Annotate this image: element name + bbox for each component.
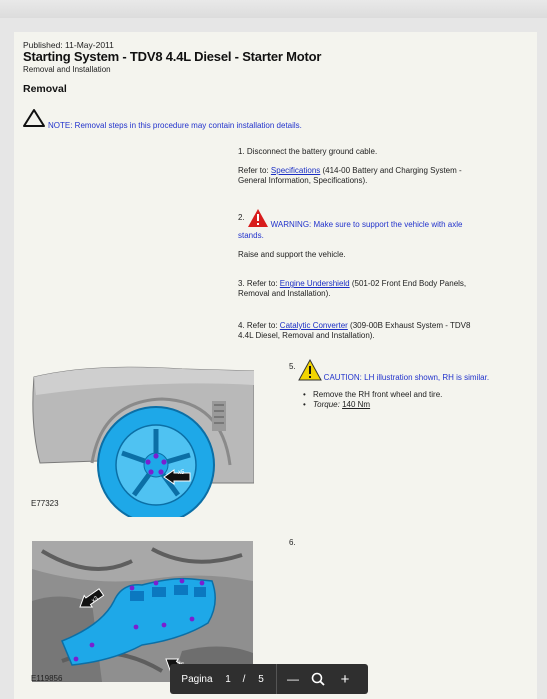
step-1-text: 1. Disconnect the battery ground cable. xyxy=(238,147,378,156)
zoom-out-button[interactable]: — xyxy=(287,672,299,686)
document-page xyxy=(14,32,537,699)
step-2-warning-row xyxy=(238,208,462,231)
engine-undershield-link[interactable]: Engine Undershield xyxy=(279,279,350,288)
page-subtitle: Removal and Installation xyxy=(23,65,111,74)
published-date: Published: 11-May-2011 xyxy=(23,40,114,50)
page-navigation-toolbar xyxy=(170,664,368,694)
figure-2-label: E119856 xyxy=(31,674,63,683)
step-4-suffix-2: 4.4L Diesel, Removal and Installation). xyxy=(238,331,375,340)
step-1-refer-suffix-2: General Information, Specifications). xyxy=(238,176,368,185)
step-1-refer-suffix: (414-00 Battery and Charging System - xyxy=(320,166,462,175)
figure-front-wheel xyxy=(32,365,254,517)
step-4-suffix: (309-00B Exhaust System - TDV8 xyxy=(347,321,471,330)
step-4-prefix: 4. Refer to: xyxy=(238,321,280,330)
figure-2-callout-1: x3 xyxy=(90,595,100,605)
section-heading: Removal xyxy=(23,83,67,95)
step-3-suffix: (501-02 Front End Body Panels, xyxy=(349,279,467,288)
specifications-link[interactable]: Specifications xyxy=(270,166,321,175)
step-1-refer xyxy=(238,166,462,176)
figure-1-callout: x5 xyxy=(178,470,185,476)
step-5-number: 5. xyxy=(289,362,296,371)
step-2-text: Raise and support the vehicle. xyxy=(238,250,346,259)
viewer-top-bar xyxy=(0,0,547,18)
step-5-caution-row xyxy=(289,359,489,384)
step-3 xyxy=(238,279,466,299)
step-3-suffix-2: Removal and Installation). xyxy=(238,289,331,298)
caution-icon xyxy=(298,359,322,384)
caution-text: CAUTION: LH illustration shown, RH is similar. xyxy=(323,373,490,382)
note-icon xyxy=(22,108,46,133)
torque-value: 140 Nm xyxy=(342,400,371,409)
step-2 xyxy=(238,208,462,260)
step-1-refer-prefix: Refer to: xyxy=(238,166,271,175)
step-5-bullet-1: • Remove the RH front wheel and tire. xyxy=(301,390,489,400)
step-6-number: 6. xyxy=(289,538,296,547)
step-5-list xyxy=(301,390,489,410)
zoom-in-button[interactable]: + xyxy=(340,670,350,688)
step-2-number: 2. xyxy=(238,213,245,222)
total-pages: 5 xyxy=(258,673,264,685)
page-separator: / xyxy=(242,673,246,685)
step-5-bullet-2 xyxy=(301,400,489,410)
step-5 xyxy=(289,359,489,410)
note-row xyxy=(22,108,302,133)
page-label: Pagina xyxy=(181,673,213,685)
step-1 xyxy=(238,147,462,186)
step-3-prefix: 3. Refer to: xyxy=(238,279,280,288)
note-text: NOTE: Removal steps in this procedure may contain installation details. xyxy=(48,121,302,130)
catalytic-converter-link[interactable]: Catalytic Converter xyxy=(279,321,348,330)
page-title: Starting System - TDV8 4.4L Diesel - Starter Motor xyxy=(23,49,322,64)
current-page-input[interactable]: 1 xyxy=(225,673,231,685)
step-4 xyxy=(238,321,470,341)
figure-1-label: E77323 xyxy=(31,499,59,508)
figure-engine-underside xyxy=(32,541,253,682)
step-2-warning-text-2: stands. xyxy=(238,231,264,240)
step-2-warning-text: WARNING: Make sure to support the vehicle with axle xyxy=(270,220,463,229)
toolbar-divider xyxy=(276,664,277,694)
warning-icon xyxy=(247,208,269,231)
zoom-icon xyxy=(303,664,333,694)
torque-label: Torque: xyxy=(313,400,340,409)
